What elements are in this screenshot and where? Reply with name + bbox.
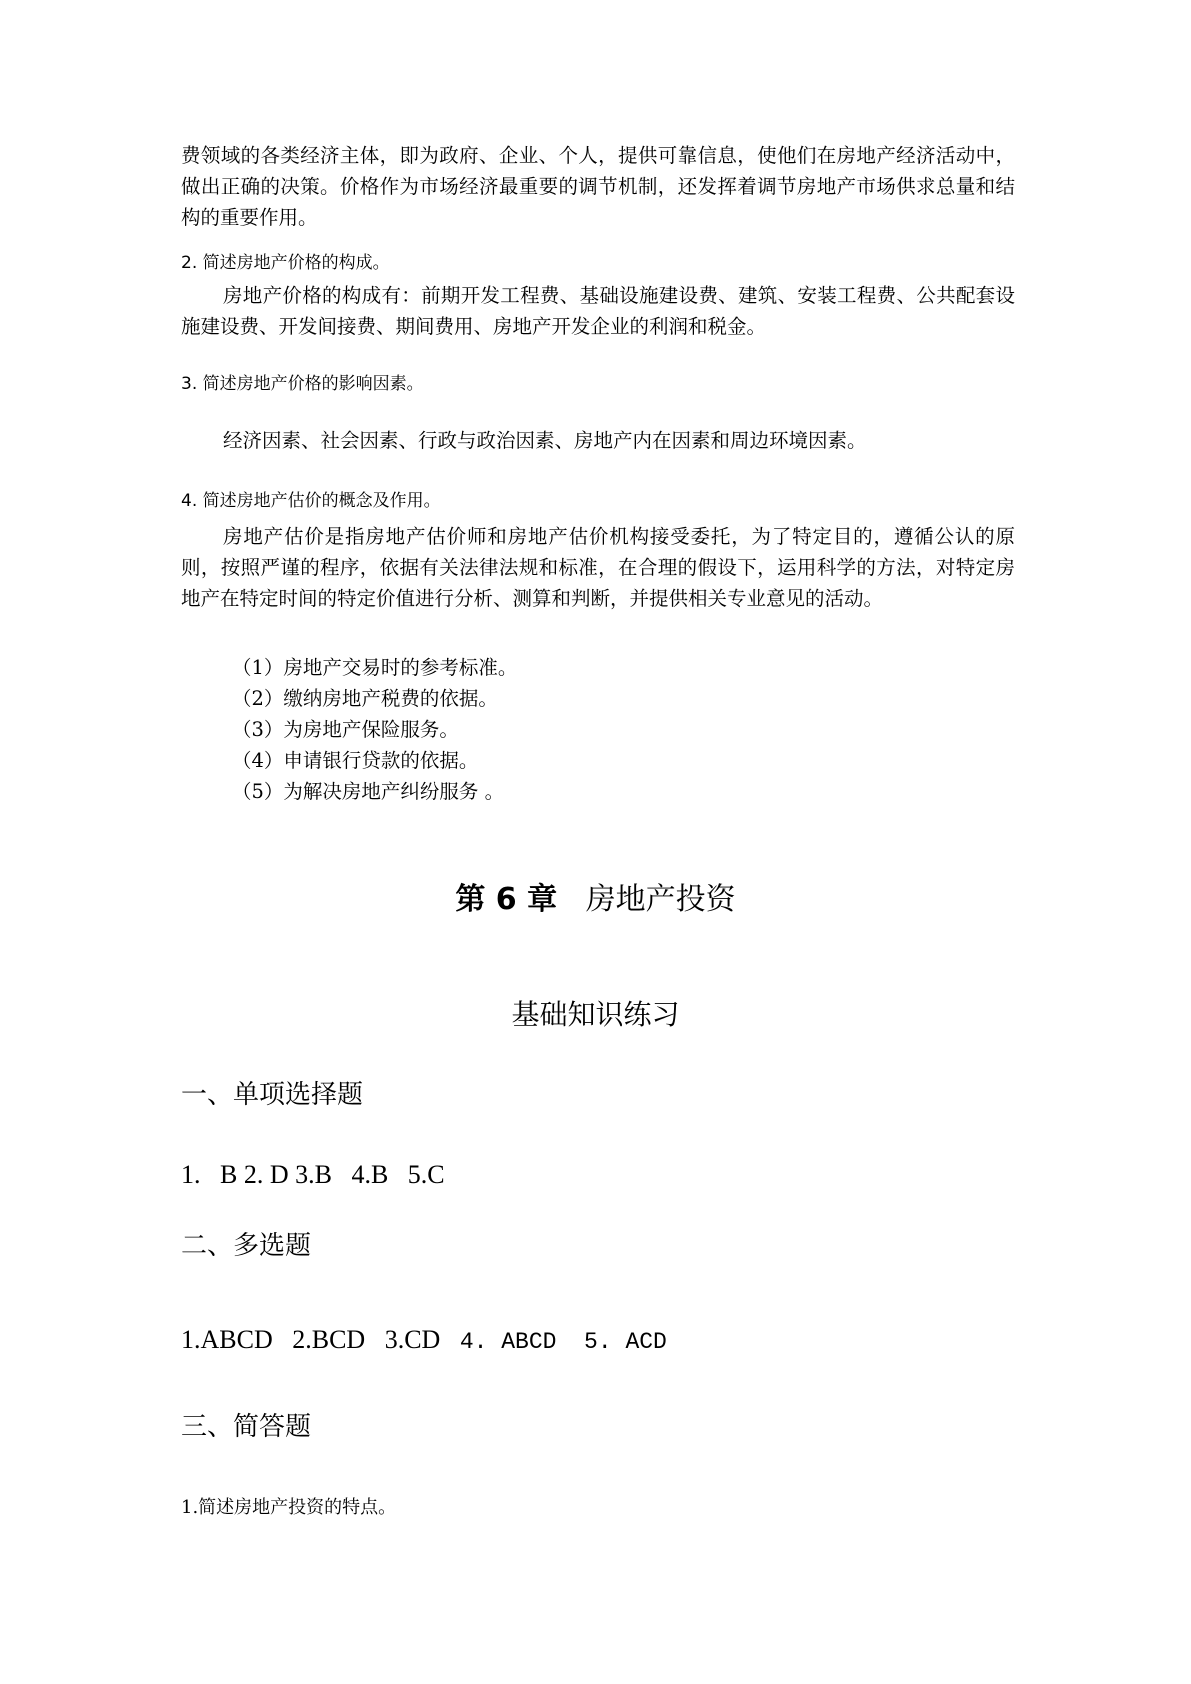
- part-2-heading: 二、多选题: [181, 1231, 312, 1261]
- list-item: （4）申请银行贷款的依据。: [232, 749, 479, 772]
- question-3-heading: 3. 简述房地产价格的影响因素。: [181, 374, 424, 394]
- list-item: （2）缴纳房地产税费的依据。: [232, 687, 498, 710]
- chapter-title: [0, 880, 1191, 920]
- question-4-heading: 4. 简述房地产估价的概念及作用。: [181, 491, 441, 511]
- chapter-name: 房地产投资: [585, 882, 736, 917]
- intro-paragraph: 费领域的各类经济主体，即为政府、企业、个人，提供可靠信息，使他们在房地产经济活动中，做出正确的决策。价格作为市场经济最重要的调节机制，还发挥着调节房地产市场供求总量和结构的重要作用。: [181, 144, 1015, 229]
- question-3-answer: 经济因素、社会因素、行政与政治因素、房地产内在因素和周边环境因素。: [223, 429, 867, 452]
- question-2-answer: 房地产价格的构成有：前期开发工程费、基础设施建设费、建筑、安装工程费、公共配套设施建设费、开发间接费、期间费用、房地产开发企业的利润和税金。: [181, 284, 1015, 338]
- list-item: （1）房地产交易时的参考标准。: [232, 656, 518, 679]
- question-4-answer: 房地产估价是指房地产估价师和房地产估价机构接受委托，为了特定目的，遵循公认的原则，按照严谨的程序，依据有关法律法规和标准，在合理的假设下，运用科学的方法，对特定房地产在特定时间的特定价值进行分析、测算和判断，并提供相关专业意见的活动。: [181, 525, 1015, 610]
- question-2-heading: 2. 简述房地产价格的构成。: [181, 253, 390, 273]
- section-title: 基础知识练习: [511, 998, 680, 1031]
- multi-choice-answers: [181, 1322, 667, 1360]
- list-item: （3）为房地产保险服务。: [232, 718, 459, 741]
- part-3-heading: 三、简答题: [181, 1412, 312, 1442]
- short-answer-question-1: 1.简述房地产投资的特点。: [181, 1497, 397, 1518]
- multi-choice-answers-part-b: 4. ABCD 5. ACD: [459, 1329, 667, 1355]
- multi-choice-answers-part-a: 1.ABCD 2.BCD 3.CD: [181, 1325, 460, 1354]
- list-item: （5）为解决房地产纠纷服务 。: [232, 780, 505, 803]
- single-choice-answers: 1. B 2. D 3.B 4.B 5.C: [181, 1160, 445, 1189]
- part-1-heading: 一、单项选择题: [181, 1080, 364, 1110]
- chapter-number: 第 6 章: [455, 882, 558, 917]
